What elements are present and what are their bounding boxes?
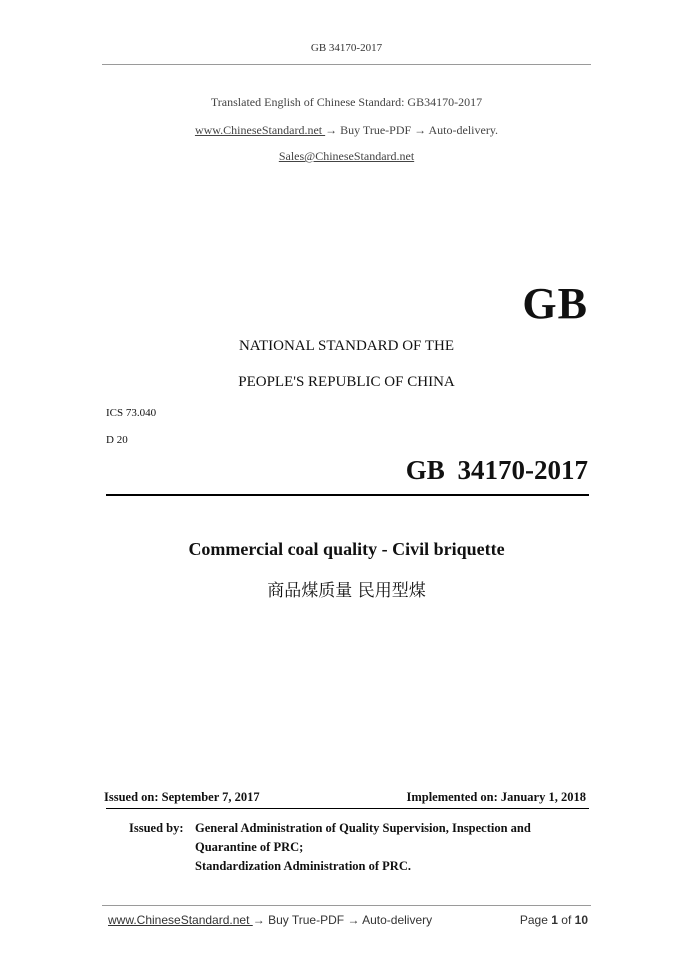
dates-rule	[106, 808, 589, 809]
page-indicator	[520, 913, 588, 927]
issuer-line1: General Administration of Quality Supervision, Inspection and	[195, 821, 531, 835]
issued-on-date: Issued on: September 7, 2017	[104, 790, 260, 804]
implemented-on-date: Implemented on: January 1, 2018	[406, 790, 586, 804]
page-current: 1	[551, 913, 558, 927]
issued-by-label: Issued by:	[129, 821, 184, 835]
gb-mark: GB	[522, 279, 588, 328]
footer-buy-line	[108, 913, 432, 927]
page-of: of	[561, 913, 572, 927]
page-footer	[108, 913, 588, 927]
standard-number: GB 34170-2017	[405, 455, 588, 485]
national-standard-line2: PEOPLE'S REPUBLIC OF CHINA	[238, 374, 455, 390]
site-link[interactable]: www.ChineseStandard.net	[194, 123, 326, 137]
issuer-line3: Standardization Administration of PRC.	[195, 859, 411, 873]
page-total: 10	[574, 913, 588, 927]
national-standard-line1: NATIONAL STANDARD OF THE	[238, 338, 455, 354]
page-label: Page	[519, 913, 548, 927]
running-header: GB 34170-2017	[310, 42, 383, 54]
ics-code: ICS 73.040	[106, 407, 157, 419]
title-chinese: 商品煤质量 民用型煤	[267, 581, 426, 601]
issuers-block	[129, 819, 531, 876]
translation-note: Translated English of Chinese Standard: GB34170-2017	[210, 95, 483, 109]
sales-email-link[interactable]: Sales@ChineseStandard.net	[278, 149, 415, 163]
buy-text: → Buy True-PDF → Auto-delivery.	[325, 123, 499, 137]
buy-line	[0, 123, 693, 138]
footer-rule	[102, 905, 591, 906]
issuer-line2: Quarantine of PRC;	[195, 840, 304, 854]
header-rule	[102, 64, 591, 65]
footer-buy-text: → Buy True-PDF → Auto-delivery	[252, 913, 433, 927]
ccs-code: D 20	[106, 434, 128, 446]
title-english: Commercial coal quality - Civil briquette	[188, 539, 505, 559]
sales-line	[0, 149, 693, 164]
footer-site-link[interactable]: www.ChineseStandard.net	[108, 913, 253, 927]
title-rule	[106, 494, 589, 496]
